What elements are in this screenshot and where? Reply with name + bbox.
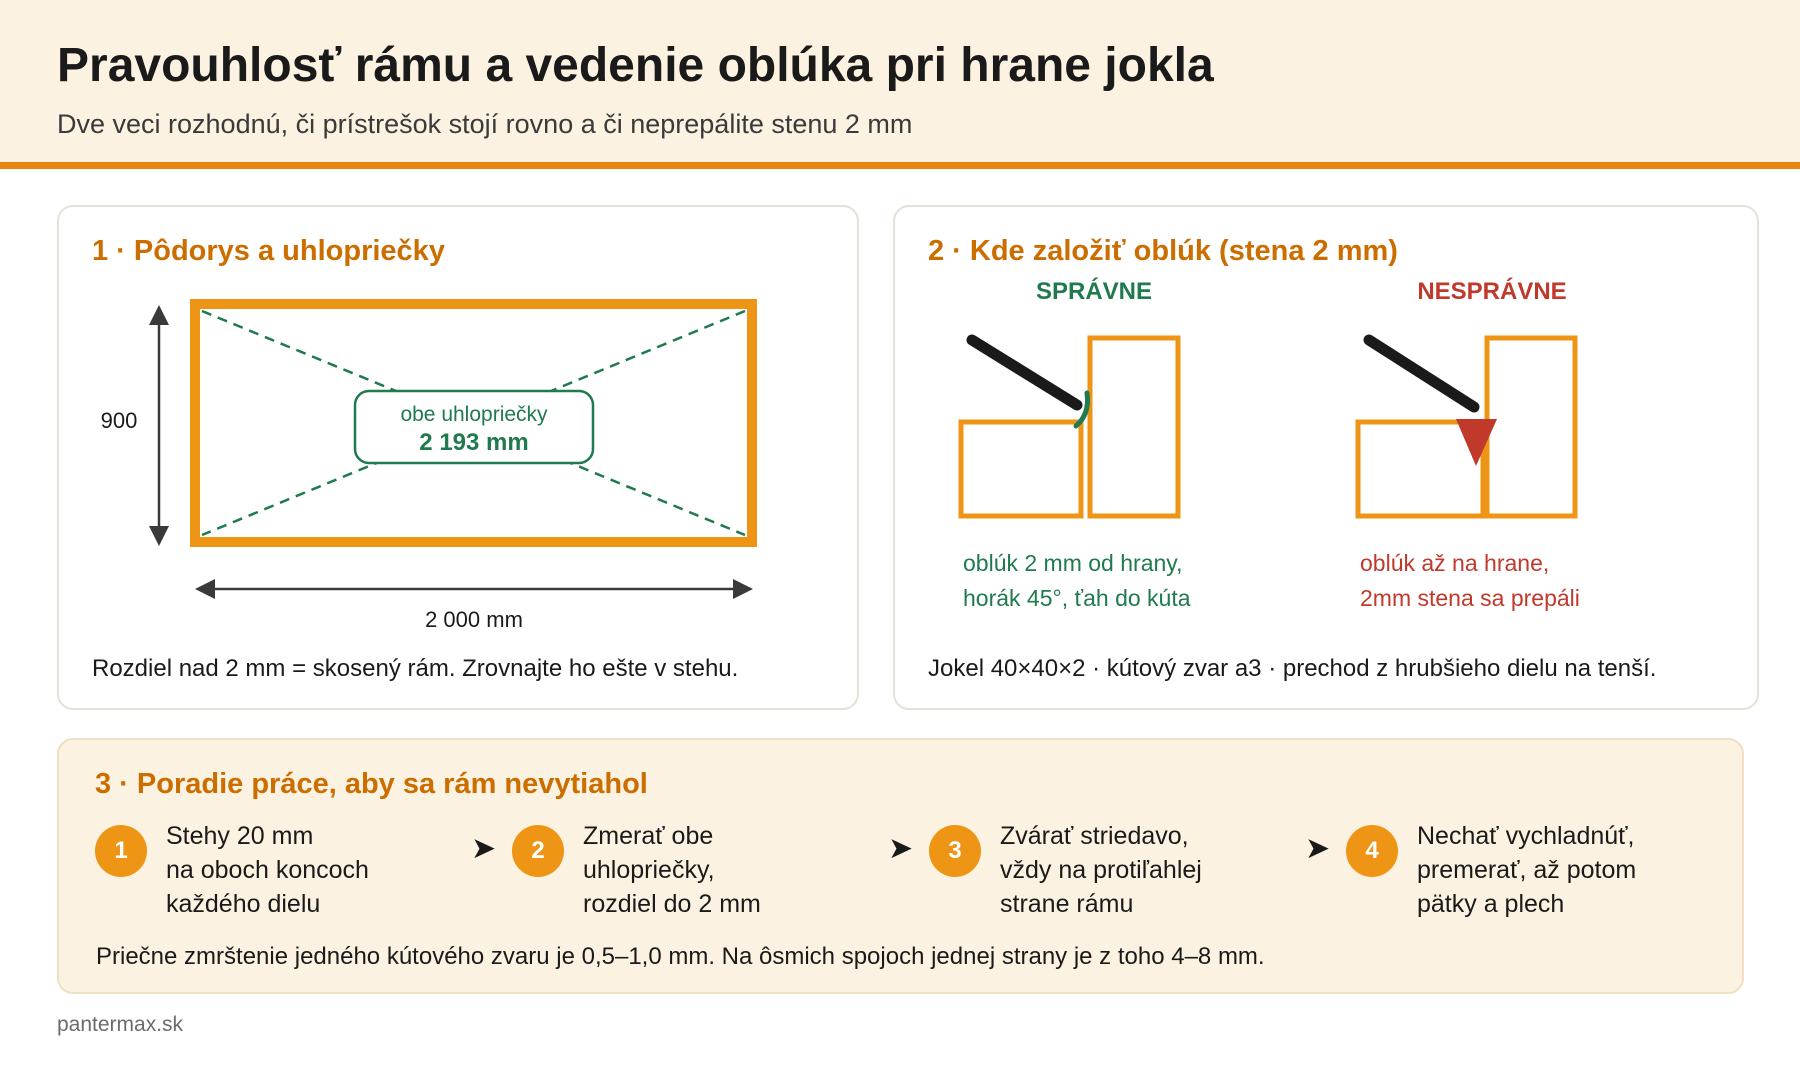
- step-number-badge: 3: [929, 825, 981, 877]
- width-label: 2 000 mm: [425, 607, 523, 632]
- panel-2-footer: Jokel 40×40×2 · kútový zvar a3 · prechod z hrubšieho dielu na tenší.: [928, 655, 1657, 682]
- page-subtitle: Dve veci rozhodnú, či prístrešok stojí rovno a či neprepálite stenu 2 mm: [57, 109, 913, 139]
- step-line: pätky a plech: [1417, 890, 1565, 918]
- panel-floorplan: [57, 205, 859, 710]
- step-text: [1417, 819, 1717, 921]
- step-line: rozdiel do 2 mm: [583, 890, 761, 918]
- step-line: Stehy 20 mm: [166, 822, 314, 850]
- step-line: uhlopriečky,: [583, 856, 715, 884]
- step-number-badge: 1: [95, 825, 147, 877]
- height-arrow-top-icon: [149, 305, 169, 325]
- step-line: Zmerať obe: [583, 822, 714, 850]
- panel-3-title: 3 · Poradie práce, aby sa rám nevytiahol: [95, 768, 648, 800]
- height-arrow-bottom-icon: [149, 526, 169, 546]
- step-text: [583, 819, 883, 921]
- width-arrow-right-icon: [733, 579, 753, 599]
- diagonal-value: 2 193 mm: [419, 429, 529, 456]
- shrinkage-note: Priečne zmrštenie jedného kútového zvaru je 0,5–1,0 mm. Na ôsmich spojoch jednej strany je z toho 4–8 mm.: [96, 943, 1265, 970]
- arrow-right-icon: ➤: [1305, 832, 1331, 865]
- arrow-right-icon: ➤: [471, 832, 497, 865]
- wrong-line-1: oblúk až na hrane,: [1360, 550, 1550, 576]
- step-line: každého dielu: [166, 890, 321, 918]
- burn-through-marker-icon: [1456, 419, 1497, 466]
- step-text: [1000, 819, 1300, 921]
- step-line: na oboch koncoch: [166, 856, 369, 884]
- correct-torch-icon: [972, 340, 1077, 405]
- step-line: premerať, až potom: [1417, 856, 1637, 884]
- step-number-badge: 2: [512, 825, 564, 877]
- correct-line-1: oblúk 2 mm od hrany,: [963, 550, 1183, 576]
- wrong-torch-icon: [1369, 340, 1474, 407]
- panel-1-title: 1 · Pôdorys a uhlopriečky: [92, 235, 445, 267]
- correct-short-tube: [961, 422, 1081, 516]
- correct-line-2: horák 45°, ťah do kúta: [963, 585, 1191, 611]
- correct-tall-tube: [1090, 338, 1178, 516]
- panel-1-footer: Rozdiel nad 2 mm = skosený rám. Zrovnajte ho ešte v stehu.: [92, 655, 739, 682]
- wrong-tall-tube: [1487, 338, 1575, 516]
- panel-weld-start: [893, 205, 1759, 710]
- step-text: [166, 819, 466, 921]
- correct-label: SPRÁVNE: [1035, 278, 1153, 305]
- brand-footer: pantermax.sk: [57, 1013, 184, 1036]
- step-line: vždy na protiľahlej: [1000, 856, 1202, 884]
- width-arrow-left-icon: [195, 579, 215, 599]
- step-line: strane rámu: [1000, 890, 1134, 918]
- step-line: Zvárať striedavo,: [1000, 822, 1189, 850]
- step-number-badge: 4: [1346, 825, 1398, 877]
- panel-2-title: 2 · Kde založiť oblúk (stena 2 mm): [928, 235, 1398, 267]
- weld-diagram: [895, 207, 1761, 712]
- floorplan-diagram: [59, 207, 861, 712]
- panel-work-order: [57, 738, 1744, 994]
- wrong-label: NESPRÁVNE: [1417, 278, 1567, 305]
- page-title: Pravouhlosť rámu a vedenie oblúka pri hrane jokla: [57, 39, 1214, 92]
- step-list: [95, 819, 1715, 929]
- wrong-line-2: 2mm stena sa prepáli: [1360, 585, 1580, 611]
- arrow-right-icon: ➤: [888, 832, 914, 865]
- header-band: [0, 0, 1800, 169]
- diagonal-label: obe uhlopriečky: [400, 403, 548, 426]
- step-line: Nechať vychladnúť,: [1417, 822, 1635, 850]
- height-label: 900: [100, 408, 138, 433]
